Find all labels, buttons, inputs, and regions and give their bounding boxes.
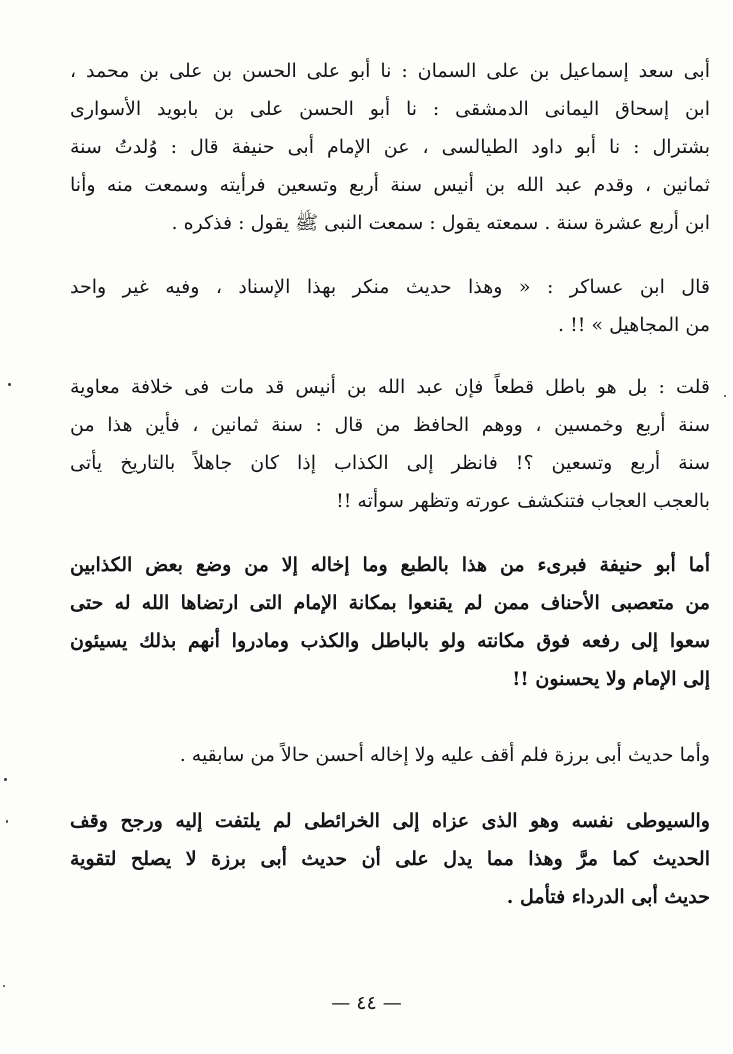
- text-line: الحديث كما مرَّ وهذا مما يدل على أن حديث أبى برزة لا يصلح لتقوية: [70, 848, 710, 870]
- paragraph-abu-hanifa: [70, 546, 710, 698]
- page-number: — ٤٤ —: [331, 992, 402, 1014]
- text-line: حديث أبى الدرداء فتأمل .: [506, 886, 710, 908]
- text-line: والسيوطى نفسه وهو الذى عزاه إلى الخرائطى لم يلتفت إليه ورجح وقف: [70, 810, 710, 832]
- paragraph-refutation: [70, 368, 710, 520]
- text-line: ابن إسحاق اليمانى الدمشقى : نا أبو الحسن على بن بابويد الأسوارى: [70, 98, 710, 120]
- text-line: سنة أربع وخمسين ، ووهم الحافظ من قال : سنة ثمانين ، فأين هذا من: [70, 414, 710, 436]
- text-line: أبى سعد إسماعيل بن على السمان : نا أبو على الحسن بن على بن محمد ،: [70, 60, 710, 82]
- text-line: وأما حديث أبى برزة فلم أقف عليه ولا إخاله أحسن حالاً من سابقيه .: [179, 744, 710, 766]
- paragraph-isnad: [70, 52, 710, 242]
- paragraph-ibn-asakir: [70, 268, 710, 344]
- text-line: سنة أربع وتسعين ؟! فانظر إلى الكذاب إذا كان جاهلاً بالتاريخ يأتى: [70, 452, 710, 474]
- text-line: إلى الإمام ولا يحسنون !!: [512, 668, 710, 690]
- text-line: ثمانين ، وقدم عبد الله بن أنيس سنة أربع وتسعين فرأيته وسمعت منه وأنا: [70, 174, 710, 196]
- paragraph-abu-barza: [70, 736, 710, 774]
- text-line: سعوا إلى رفعه فوق مكانته ولو بالباطل والكذب ومادروا أنهم بذلك يسيئون: [70, 630, 710, 652]
- text-line: أما أبو حنيفة فبرىء من هذا بالطبع وما إخاله إلا من وضع بعض الكذابين: [70, 554, 710, 576]
- text-line: قال ابن عساكر : « وهذا حديث منكر بهذا الإسناد ، وفيه غير واحد: [70, 276, 710, 298]
- scan-speck: [4, 778, 7, 781]
- text-line: ابن أربع عشرة سنة . سمعته يقول : سمعت النبى ﷺ يقول : فذكره .: [171, 212, 710, 234]
- text-line: من المجاهيل » !! .: [558, 314, 710, 336]
- text-line: قلت : بل هو باطل قطعاً فإن عبد الله بن أنيس قد مات فى خلافة معاوية: [70, 376, 710, 398]
- paragraph-suyuti: [70, 802, 710, 916]
- text-line: من متعصبى الأحناف ممن لم يقنعوا بمكانة الإمام التى ارتضاها الله له حتى: [70, 592, 710, 614]
- text-line: بالعجب العجاب فتنكشف عورته وتظهر سوأته !!: [336, 490, 710, 512]
- scan-speck: [3, 985, 5, 987]
- scan-speck: [6, 820, 8, 823]
- text-line: بشترال : نا أبو داود الطيالسى ، عن الإمام أبى حنيفة قال : وُلدتُ سنة: [70, 136, 710, 158]
- scan-speck: [8, 383, 11, 386]
- scan-speck: [724, 395, 726, 397]
